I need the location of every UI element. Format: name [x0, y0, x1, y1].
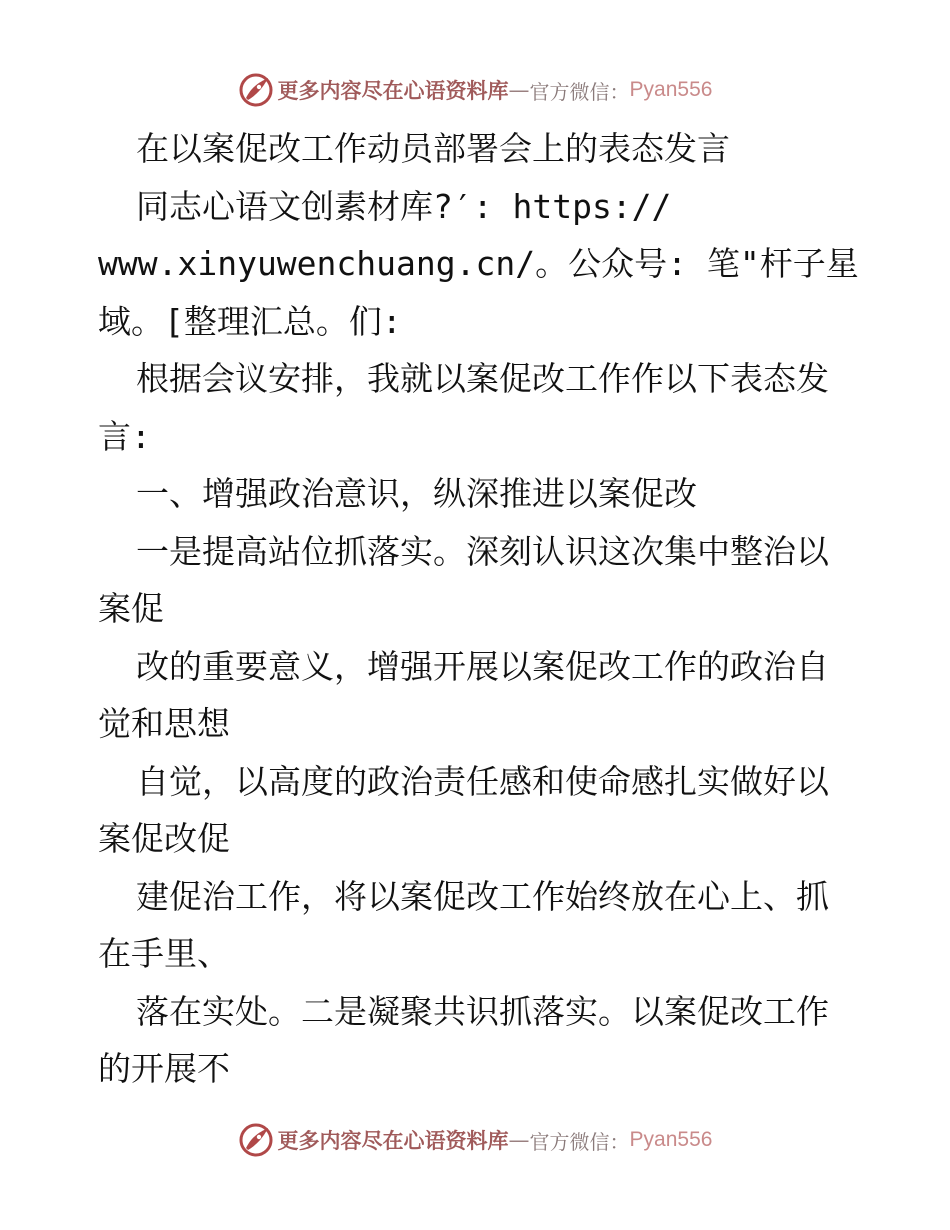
text-line: 言:	[98, 416, 151, 456]
text-line: 的开展不	[98, 1049, 230, 1088]
text-line: 建促治工作，将以案促改工作始终放在心上、抓	[136, 876, 829, 916]
banner-separator: —	[508, 78, 530, 102]
section-heading: 一、增强政治意识，纵深推进以案促改	[136, 474, 697, 513]
text-line: 在手里、	[98, 934, 230, 973]
text-line: 改的重要意义，增强开展以案促改工作的政治自	[136, 646, 829, 686]
text-line: 一是提高站位抓落实。深刻认识这次集中整治以	[136, 531, 829, 571]
text-line: 根据会议安排，我就以案促改工作作以下表态发	[136, 359, 829, 398]
text-line: www.xinyuwenchuang.cn/。公众号: 笔"杆子星	[98, 244, 859, 283]
header-watermark-banner	[0, 68, 950, 112]
pen-nib-logo-icon	[238, 1122, 274, 1158]
pen-nib-logo-icon	[238, 72, 274, 108]
banner-wechat-id: Pyan556	[629, 1128, 713, 1151]
banner-separator: —	[508, 1128, 530, 1152]
banner-title: 更多内容尽在心语资料库	[277, 78, 509, 103]
banner-wechat-label: 官方微信：	[529, 79, 630, 104]
text-line: 域。[整理汇总。们:	[98, 301, 402, 341]
banner-title: 更多内容尽在心语资料库	[277, 1128, 509, 1153]
footer-watermark-banner	[0, 1118, 950, 1162]
document-title: 在以案促改工作动员部署会上的表态发言	[136, 129, 730, 168]
text-line: 觉和思想	[98, 704, 230, 743]
text-line: 案促改促	[98, 819, 230, 858]
banner-wechat-label: 官方微信：	[529, 1129, 630, 1154]
text-line: 自觉，以高度的政治责任感和使命感扎实做好以	[136, 761, 829, 801]
banner-wechat-id: Pyan556	[629, 78, 713, 101]
document-body	[98, 120, 858, 1098]
text-line: 案促	[98, 589, 164, 628]
text-line: 同志心语文创素材库?′: https://	[136, 186, 672, 226]
text-line: 落在实处。二是凝聚共识抓落实。以案促改工作	[136, 991, 829, 1031]
